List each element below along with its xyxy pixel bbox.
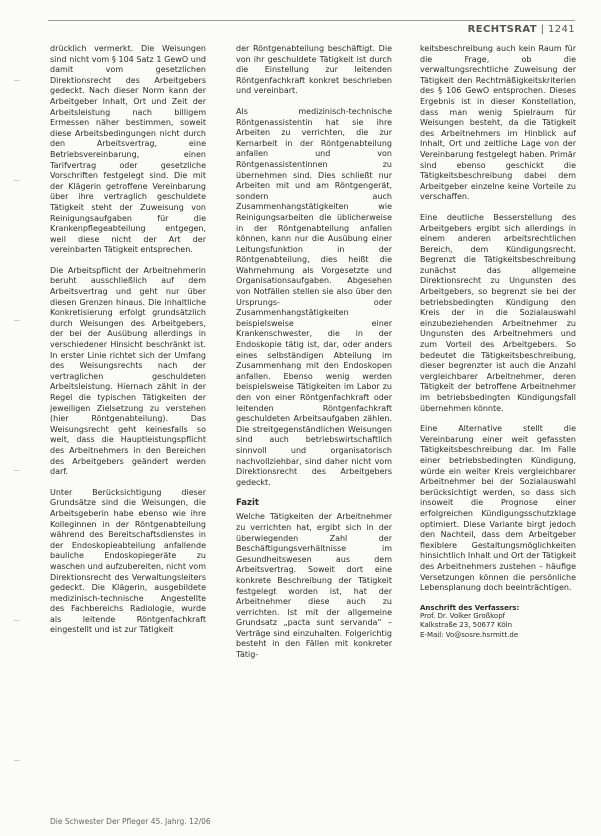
section-title: RECHTSRAT — [467, 24, 537, 35]
author-address: Kalkstraße 23, 50677 Köln — [420, 621, 513, 630]
header-rule — [48, 20, 575, 21]
paragraph: Als medizinisch-technische Röntgenassistentin hat sie ihre Arbeiten zu verrichten, die zur Kernarbeit in der Röntgenabteilung anfallen und von Röntgenassistentinnen zu übernehmen sind. Dies schließt nur Arbeiten mit und am Röntgengerät, sondern auch Zusammenhangstätigkeiten wie Reinigungsarbeiten die üblicherweise in der Röntgenabteilung anfallen können, kann nur die Ausübung einer Leitungsfunktion in der Röntgenabteilung, dies heißt die Wahrnehmung als Vorgesetzte und Organisationsaufgaben. Abgesehen von Notfällen stellen sie also über den Ursprungs- oder Zusammenhangstätigkeiten beispielsweise einer Krankenschwester, die in der Endoskopie tätig ist, dar, oder anders eines selbständigen Abteilung im Zusammenhang mit den Endoskopen anfallen. Ebenso wenig werden beispielsweise Tätigkeiten im Labor zu den von einer Röntgenfachkraft oder leitenden Röntgenfachkraft geschuldeten Arbeitsaufgaben zählen. Die streitgegenständlichen Weisungen sind auch betriebswirtschaftlich sinnvoll und organisatorisch nachvollziehbar, sind daher nicht vom Direktionsrecht des Arbeitgebers gedeckt. — [236, 106, 392, 487]
running-head — [468, 24, 575, 35]
paragraph: keitsbeschreibung auch kein Raum für die Frage, ob die verwaltungsrechtliche Zuweisung der Tätigkeit den Rechtmäßigkeitskriterien des § 106 GewO entsprochen. Dieses Ergebnis ist in dieser Konstellation, dass man wenig Spielraum für Weisungen besteht, da die Tätigkeit des Arbeitnehmers im Hinblick auf Inhalt, Ort und zeitliche Lage von der Vereinbarung festgelegt haben. Primär sind ebenso geschickt die Tätigkeitsbeschreibung dabei dem Arbeitgeber einzelne keine Vorteile zu verschaffen. — [420, 44, 576, 202]
author-heading: Anschrift des Verfassers: — [420, 603, 520, 612]
author-email[interactable]: E-Mail: Vo@sosre.hsrmitt.de — [420, 630, 519, 639]
column-1 — [50, 44, 206, 814]
article-body — [50, 44, 576, 814]
column-2 — [236, 44, 392, 814]
separator: | — [540, 24, 548, 35]
journal-footer: Die Schwester Der Pfleger 45. Jahrg. 12/06 — [50, 817, 211, 826]
paragraph: Eine Alternative stellt die Vereinbarung einer weit gefassten Tätigkeitsbeschreibung dar. Im Falle einer betriebsbedingten Kündigung, würde ein weiter Kreis vergleichbarer Arbeitnehmer bei der Sozialauswahl berücksichtigt werden, so dass sich insoweit die Prognose einer erfolgreichen Kündigungsschutzklage optimiert. Diese Variante birgt jedoch den Nachteil, dass dem Arbeitgeber flexiblere Gestaltungsmöglichkeiten hinsichtlich Inhalt und Ort der Tätigkeit des Arbeitnehmers zustehen – häufige Versetzungen können die persönliche Lebensplanung doch beeinträchtigen. — [420, 424, 576, 593]
author-name: Prof. Dr. Volker Großkopf — [420, 611, 506, 620]
fazit-paragraph: Welche Tätigkeiten der Arbeitnehmer zu verrichten hat, ergibt sich in der überwiegenden Zahl der Beschäftigungsverhältnisse im Gesundheitswesen aus dem Arbeitsvertrag. Soweit dort eine konkrete Beschreibung der Tätigkeit festgelegt worden ist, hat der Arbeitnehmer diese auch zu verrichten. Ist mit der allgemeine Grundsatz „pacta sunt servanda“ – Verträge sind einzuhalten. Folgerichtig besteht in den Fällen mit konkreter Tätig- — [236, 512, 392, 660]
column-3 — [420, 44, 576, 814]
paragraph: Die Arbeitspflicht der Arbeitnehmerin beruht ausschließlich auf dem Arbeitsvertrag und geht nur über diesen Grenzen hinaus. Die inhaltliche Konkretisierung erfolgt grundsätzlich durch Weisungen des Arbeitgebers, der bei der Ausübung allerdings in verschiedener Hinsicht beschränkt ist. In erster Linie richtet sich der Umfang des Weisungsrechts nach der vertraglichen geschuldeten Arbeitsleistung. Hiernach zählt in der Regel die typischen Tätigkeiten der jeweiligen Zielsetzung zu verstehen (hier Röntgenabteilung). Das Weisungsrecht geht keinesfalls so weit, dass die Hauptleistungspflicht des Arbeitnehmers in den Bereichen des Arbeitgebers geändert werden darf. — [50, 265, 206, 477]
fazit-heading: Fazit — [236, 498, 259, 509]
paragraph: der Röntgenabteilung beschäftigt. Die von ihr geschuldete Tätigkeit ist durch die Einstellung zur leitenden Röntgenfachkraft konkret beschrieben und vereinbart. — [236, 44, 392, 96]
margin-marks — [10, 60, 24, 800]
paragraph: Eine deutliche Besserstellung des Arbeitgebers ergibt sich allerdings in einem anderen arbeitsrechtlichen Bereich, dem Kündigungsrecht. Begrenzt die Tätigkeitsbeschreibung zunächst das allgemeine Direktionsrecht zu Ungunsten des Arbeitgebers, so begrenzt sie bei der betriebsbedingten Kündigung den Kreis der in die Sozialauswahl einzubeziehenden Arbeitnehmer zu Ungunsten des Arbeitnehmers und zum Vorteil des Arbeitgebers. So bedeutet die Tätigkeitsbeschreibung, dieser begrenzter ist auch die Anzahl vergleichbarer Arbeitnehmer, deren Tätigkeit der betroffene Arbeitnehmer im betriebsbedingten Kündigungsfall übernehmen könnte. — [420, 212, 576, 413]
page-number: 1241 — [547, 24, 575, 35]
paragraph: drücklich vermerkt. Die Weisungen sind nicht vom § 104 Satz 1 GewO und damit vom gesetzlichen Direktionsrecht des Arbeitgebers gedeckt. Nach dieser Norm kann der Arbeitgeber Inhalt, Ort und Zeit der Arbeitsleistung nach billigem Ermessen näher bestimmen, soweit diese Arbeitsbedingungen nicht durch den Arbeitsvertrag, eine Betriebsvereinbarung, einen Tarifvertrag oder gesetzliche Vorschriften festgelegt sind. Die mit der Klägerin getroffene Vereinbarung über ihre vertraglich geschuldete Tätigkeit steht der Zuweisung von Reinigungsaufgaben für die Krankenpflegeabteilung entgegen, weil diese nicht der Art der vereinbarten Tätigkeit entsprechen. — [50, 44, 206, 255]
paragraph: Unter Berücksichtigung dieser Grundsätze sind die Weisungen, die Arbeitsgeberin habe ebenso wie ihre Kolleginnen in der Röntgenabteilung während des Bereitschaftsdienstes in der Endoskopieabteilung anfallende bauliche Endoskopiegeräte zu waschen und aufzubereiten, nicht vom Direktionsrecht des Verwaltungsleiters gedeckt. Die Klägerin, ausgebildete medizinisch-technische Angestellte des Fachbereichs Radiologie, wurde als leitende Röntgenfachkraft eingestellt und ist zur Tätigkeit — [50, 487, 206, 635]
